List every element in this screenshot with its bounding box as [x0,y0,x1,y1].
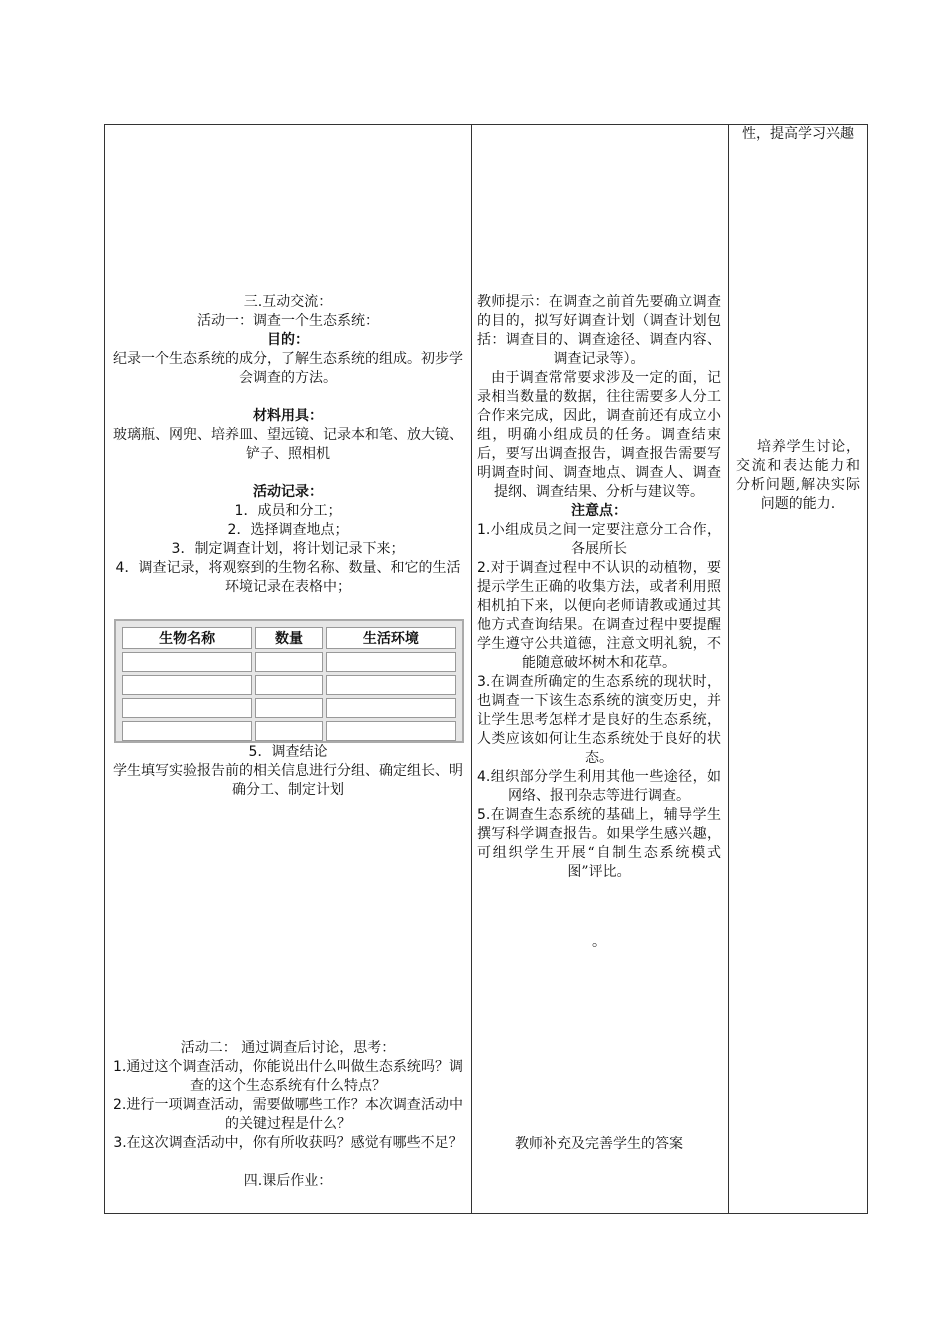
note-item: 3.在调查所确定的生态系统的现状时，也调查一下该生态系统的演变历史，并让学生思考怎样才是良好的生态系统，人类应该如何让生态系统处于良好的状态。 [477,674,721,766]
table-row [122,675,456,695]
survey-record-table [114,619,464,743]
lesson-plan-table [104,124,868,1214]
notes-heading: 注意点： [571,503,627,519]
table-cell[interactable] [255,652,322,672]
section3-heading: 三.互动交流： [243,294,333,310]
purpose-text: 纪录一个生态系统的成分，了解生态系统的组成。初步学会调查的方法。 [113,351,463,386]
materials-heading: 材料用具： [253,408,323,424]
note-item: 1.小组成员之间一定要注意分工合作，各展所长 [477,522,721,557]
report-text: 学生填写实验报告前的相关信息进行分组、确定组长、明确分工、制定计划 [113,763,463,798]
activity-one-block [113,293,463,597]
purpose-heading: 目的： [267,332,309,348]
activity1-title: 活动一：调查一个生态系统： [197,313,379,329]
dot-mark: 。 [592,934,606,950]
note-item: 5.在调查生态系统的基础上，辅导学生撰写科学调查报告。如果学生感兴趣，可组织学生开展“自制生态系统模式图”评比。 [477,807,721,880]
teacher-column [471,125,729,1213]
table-cell[interactable] [326,698,456,718]
table-cell[interactable] [122,698,252,718]
record-item: 2．选择调查地点； [227,522,349,538]
conclusion-item: 5．调查结论 [248,744,328,760]
table-cell[interactable] [255,721,322,741]
goal-continued-text: 性，提高学习兴趣 [742,126,854,142]
table-cell[interactable] [122,652,252,672]
table-cell[interactable] [122,721,252,741]
note-item: 4.组织部分学生利用其他一些途径，如网络、报刊杂志等进行调查。 [477,769,721,804]
table-cell[interactable] [326,721,456,741]
conclusion-block [113,743,463,800]
content-column [105,125,472,1213]
table-header: 生活环境 [326,627,456,649]
section4-heading: 四.课后作业： [243,1173,333,1189]
record-item: 1．成员和分工； [234,503,342,519]
table-header: 数量 [255,627,322,649]
record-item: 3．制定调查计划，将计划记录下来； [171,541,405,557]
table-row [122,652,456,672]
table-cell[interactable] [326,652,456,672]
table-cell[interactable] [122,675,252,695]
activity2-title: 活动二： 通过调查后讨论，思考： [180,1040,396,1056]
record-item: 4．调查记录，将观察到的生物名称、数量、和它的生活环境记录在表格中； [115,560,461,595]
goal-column [728,125,867,1213]
table-row [122,698,456,718]
table-row [122,721,456,741]
question-item: 3.在这次调查活动中，你有所收获吗？感觉有哪些不足？ [113,1135,463,1151]
records-heading: 活动记录： [253,484,323,500]
question-item: 1.通过这个调查活动，你能说出什么叫做生态系统吗？调查的这个生态系统有什么特点？ [113,1059,463,1094]
question-item: 2.进行一项调查活动，需要做哪些工作？本次调查活动中的关键过程是什么？ [113,1097,463,1132]
goal-text: 培养学生讨论，交流和表达能力和分析问题,解决实际问题的能力. [736,439,860,512]
activity-two-block [113,1039,463,1191]
teacher-hint-2: 由于调查常常要求涉及一定的面，记录相当数量的数据，往往需要多人分工合作来完成，因此，调查前还有成立小组，明确小组成员的任务。调查结束后，要写出调查报告，调查报告需要写明调查时间、调查地点、调查人、调查提纲、调查结果、分析与建议等。 [477,370,721,500]
teacher-guidance-block [477,293,721,882]
table-cell[interactable] [326,675,456,695]
table-cell[interactable] [255,675,322,695]
teacher-hint: 教师提示：在调查之前首先要确立调查的目的，拟写好调查计划（调查计划包括：调查目的、调查途径、调查内容、调查记录等）。 [477,294,721,367]
materials-text: 玻璃瓶、网兜、培养皿、望远镜、记录本和笔、放大镜、铲子、照相机 [113,427,463,462]
note-item: 2.对于调查过程中不认识的动植物，要提示学生正确的收集方法，或者利用照相机拍下来，以便向老师请教或通过其他方式查询结果。在调查过程中要提醒学生遵守公共道德，注意文明礼貌，不能随意破坏树木和花草。 [477,560,721,671]
table-header: 生物名称 [122,627,252,649]
supplement-text: 教师补充及完善学生的答案 [515,1136,683,1152]
table-cell[interactable] [255,698,322,718]
